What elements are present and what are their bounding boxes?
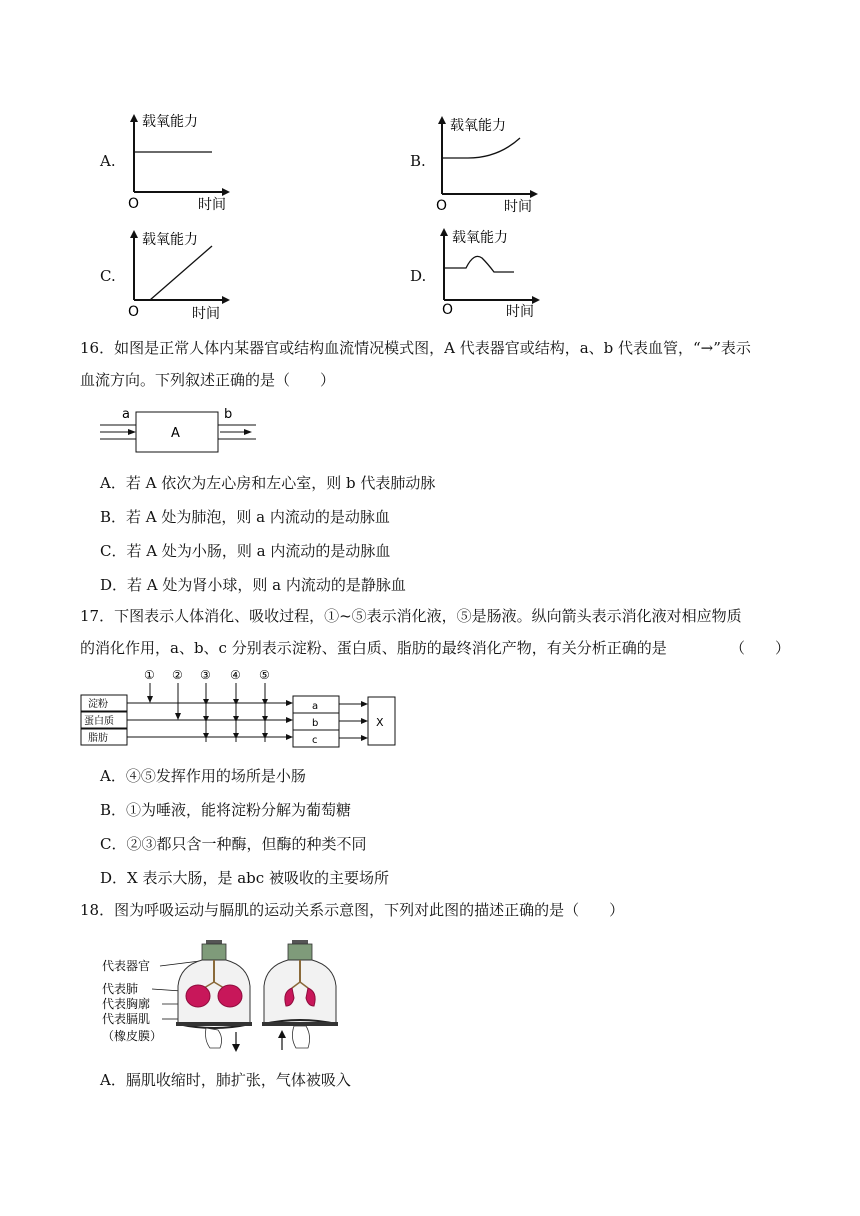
curve-linear (150, 246, 212, 300)
q17-stem-line2: 的消化作用，a、b、c 分别表示淀粉、蛋白质、脂肪的最终消化产物，有关分析正确的是 (80, 639, 667, 657)
right-balloon-lung (218, 985, 242, 1007)
y-axis-arrow (438, 116, 446, 124)
juice-4-arrowhead-starch (233, 699, 239, 705)
q18-option-a: A．膈肌收缩时，肺扩张，气体被吸入 (100, 1071, 351, 1089)
juice-1-arrowhead (147, 696, 153, 703)
product-c-label: c (312, 735, 318, 746)
x-axis-arrow (222, 296, 230, 304)
label-thorax-model: 代表胸廓 (102, 997, 151, 1011)
graph-a (120, 112, 240, 212)
curve-bump (444, 256, 514, 272)
x-axis-label: 时间 (506, 304, 534, 320)
q17-option-c: C．②③都只含一种酶，但酶的种类不同 (100, 835, 367, 853)
juice-3-arrowhead-starch (203, 699, 209, 705)
origin-label: O (442, 302, 454, 318)
fat-flow-arrowhead (286, 734, 293, 740)
graph-option-letter-c: C. (100, 267, 116, 285)
juice-4-arrowhead-protein (233, 716, 239, 722)
q16-option-d: D．若 A 处为肾小球，则 a 内流动的是静脉血 (100, 576, 406, 594)
origin-label: O (128, 196, 140, 212)
graph-option-letter-d: D. (410, 267, 427, 285)
product-b-label: b (312, 718, 319, 729)
q16-stem-line2: 血流方向。下列叙述正确的是（ ） (80, 371, 336, 389)
starch-flow-arrowhead (286, 700, 293, 706)
juice-3-arrowhead-protein (203, 716, 209, 722)
bell-jar-exhale (262, 940, 338, 1050)
label-rubber-membrane: （橡皮膜） (102, 1029, 163, 1043)
juice-1-label: ① (144, 668, 155, 682)
origin-label: O (128, 304, 140, 320)
q16-option-a: A．若 A 依次为左心房和左心室，则 b 代表肺动脉 (100, 474, 436, 492)
y-axis-arrow (440, 228, 448, 236)
juice-4-arrowhead-fat (233, 733, 239, 739)
graph-d (430, 226, 550, 322)
product-b-arrowhead (361, 718, 368, 724)
x-axis-label: 时间 (192, 306, 220, 322)
stopper-cap (292, 940, 308, 944)
protein-flow-arrowhead (286, 717, 293, 723)
rubber-stopper (288, 944, 312, 960)
label-diaphragm-model: 代表膈肌 (102, 1012, 151, 1026)
juice-5-arrowhead-fat (262, 733, 268, 739)
vessel-b-label: b (224, 407, 233, 422)
fat-label: 脂肪 (88, 733, 108, 744)
label-lung-model: 代表肺 (102, 982, 139, 996)
juice-3-arrowhead-fat (203, 733, 209, 739)
jar-base-rim (176, 1022, 252, 1026)
juice-2-label: ② (172, 668, 183, 682)
hand-pulling (206, 1028, 222, 1048)
q17-stem (80, 600, 800, 664)
y-axis-arrow (130, 230, 138, 238)
y-axis-label: 载氧能力 (452, 230, 508, 246)
q17-stem-line1: 17．下图表示人体消化、吸收过程，①~⑤表示消化液，⑤是肠液。纵向箭头表示消化液对相应物质 (80, 607, 742, 625)
juice-3-label: ③ (200, 668, 211, 682)
juice-5-arrowhead-protein (262, 716, 268, 722)
juice-5-label: ⑤ (259, 668, 270, 682)
juice-5-arrowhead-starch (262, 699, 268, 705)
q16-option-b: B．若 A 处为肺泡，则 a 内流动的是动脉血 (100, 508, 390, 526)
x-axis-label: 时间 (198, 197, 226, 212)
y-axis-label: 载氧能力 (142, 114, 198, 130)
vessel-a-label: a (122, 407, 130, 422)
hand-pushing (292, 1026, 309, 1048)
q16-blood-flow-diagram (98, 402, 268, 462)
graph-b (428, 114, 548, 214)
q17-option-a: A．④⑤发挥作用的场所是小肠 (100, 767, 306, 785)
target-x-label: X (376, 716, 384, 729)
q18-breathing-model-diagram (98, 936, 358, 1060)
y-axis-arrow (130, 114, 138, 122)
juice-2-arrowhead (175, 713, 181, 720)
down-arrowhead (232, 1044, 240, 1052)
product-a-arrowhead (361, 701, 368, 707)
q17-digestion-diagram (78, 666, 398, 754)
flow-arrowhead-out (244, 429, 252, 435)
graph-option-letter-a: A. (100, 152, 116, 170)
x-axis-arrow (530, 190, 538, 198)
x-axis-arrow (532, 296, 540, 304)
q16-stem-line1: 16．如图是正常人体内某器官或结构血流情况模式图，A 代表器官或结构，a、b 代表血管，“→”表示 (80, 339, 751, 357)
bell-jar-inhale (176, 940, 252, 1052)
structure-a-label: A (171, 426, 180, 441)
y-axis-label: 载氧能力 (450, 118, 506, 134)
graph-c (120, 228, 240, 324)
left-balloon-lung (186, 985, 210, 1007)
label-trachea-model: 代表器官 (102, 959, 151, 973)
q18-stem: 18．图为呼吸运动与膈肌的运动关系示意图，下列对此图的描述正确的是（ ） (80, 901, 625, 919)
q16-option-c: C．若 A 处为小肠，则 a 内流动的是动脉血 (100, 542, 391, 560)
product-a-label: a (312, 701, 319, 712)
curve-rising (442, 138, 520, 158)
q17-option-d: D．X 表示大肠，是 abc 被吸收的主要场所 (100, 869, 389, 887)
q17-option-b: B．①为唾液，能将淀粉分解为葡萄糖 (100, 801, 352, 819)
q16-stem (80, 332, 800, 396)
x-axis-label: 时间 (504, 199, 532, 214)
q17-answer-paren: （ ） (730, 639, 791, 657)
q17-stem-line2-wrap (80, 632, 800, 664)
up-arrowhead (278, 1030, 286, 1038)
protein-label: 蛋白质 (84, 716, 114, 727)
juice-4-label: ④ (230, 668, 241, 682)
y-axis-label: 载氧能力 (142, 232, 198, 248)
flow-arrowhead-in (128, 429, 136, 435)
x-axis-arrow (222, 188, 230, 196)
starch-label: 淀粉 (88, 699, 108, 710)
jar-base-rim (262, 1022, 338, 1026)
stopper-cap (206, 940, 222, 944)
graph-option-letter-b: B. (410, 152, 426, 170)
product-c-arrowhead (361, 735, 368, 741)
origin-label: O (436, 198, 448, 214)
rubber-stopper (202, 944, 226, 960)
